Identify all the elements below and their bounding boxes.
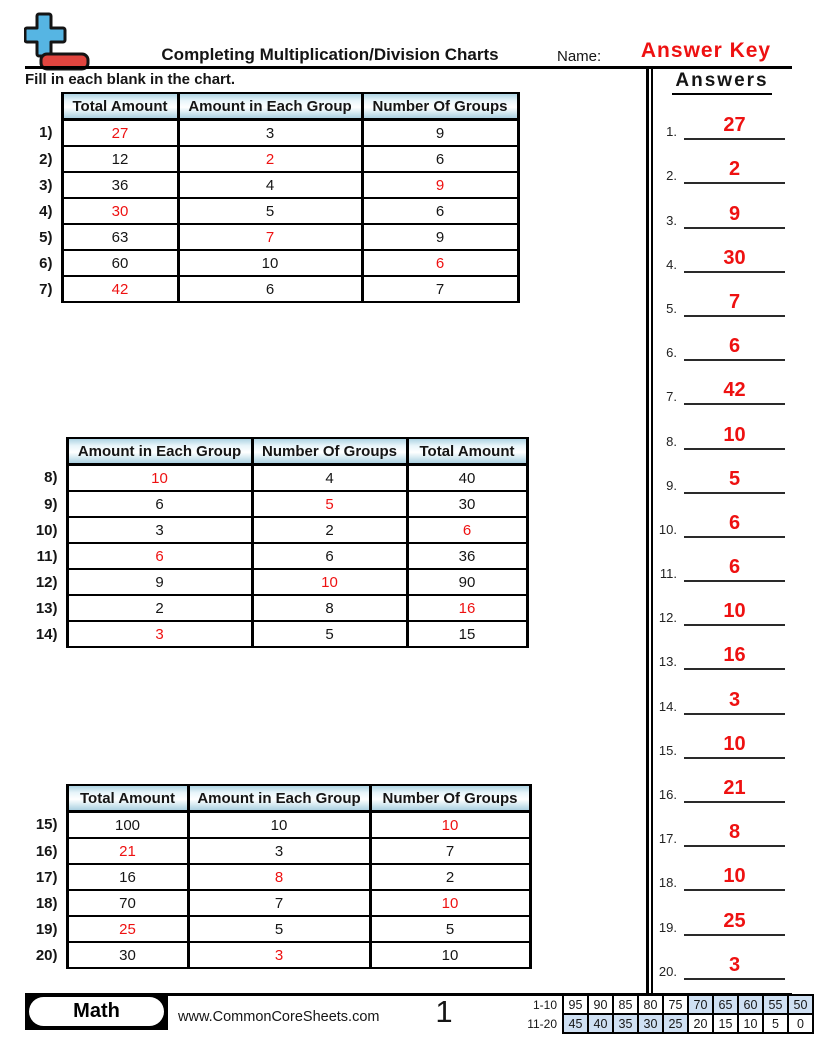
table-cell: 5 [370,916,530,942]
table-cell: 5 [188,916,370,942]
answer-value: 16 [684,645,785,670]
table-row [26,172,518,198]
grading-cell: 40 [588,1014,613,1033]
table-row [26,276,518,302]
answer-item [652,405,792,449]
table-cell: 36 [407,543,527,569]
table-row [31,595,527,621]
table-row [31,864,530,890]
table-cell: 70 [67,890,188,916]
table-row [26,198,518,224]
table-cell: 9 [67,569,252,595]
answer-value: 10 [684,866,785,891]
answer-item [652,670,792,714]
table-cell: 10 [370,942,530,968]
table-row [26,120,518,147]
table-cell: 5 [252,491,407,517]
table-cell: 4 [178,172,362,198]
table-row [31,569,527,595]
grading-cell: 70 [688,995,713,1014]
table-cell: 40 [407,465,527,492]
grading-row [523,995,813,1014]
answer-value: 21 [684,778,785,803]
answer-value: 10 [684,425,785,450]
chart-3 [31,784,532,969]
answer-value: 6 [684,513,785,538]
row-number: 1) [39,124,53,142]
table-cell: 6 [407,517,527,543]
table-cell: 21 [67,838,188,864]
table-cell: 3 [178,120,362,147]
answer-number: 4. [666,256,677,272]
table-cell: 8 [188,864,370,890]
column-header: Total Amount [407,438,527,465]
answer-item [652,361,792,405]
table-cell: 60 [62,250,178,276]
instructions-text: Fill in each blank in the chart. [25,71,236,88]
answer-value: 5 [684,469,785,494]
table-cell: 10 [252,569,407,595]
table-row [31,491,527,517]
answer-item [652,626,792,670]
website-url: www.CommonCoreSheets.com [178,1009,380,1025]
chart-1 [26,92,520,303]
grading-cell: 65 [713,995,738,1014]
plus-minus-icon [24,12,94,72]
table-cell: 16 [407,595,527,621]
row-number: 14) [35,625,58,643]
table-cell: 7 [362,276,518,302]
answer-number: 16. [658,787,677,802]
row-number: 10) [35,521,58,539]
table-cell: 100 [67,812,188,839]
answer-number: 3. [666,212,677,228]
table-cell: 10 [370,890,530,916]
grading-range-label: 1-10 [532,997,557,1012]
answer-value: 42 [684,380,785,405]
row-number: 9) [44,495,58,513]
answer-value: 6 [684,557,785,582]
answer-item [652,184,792,228]
chart-1-header-row [26,93,518,120]
table-cell: 3 [67,517,252,543]
answers-title: Answers [652,70,792,96]
table-cell: 7 [370,838,530,864]
page-title: Completing Multiplication/Division Charts [161,45,499,64]
answer-number: 18. [658,875,677,891]
answer-number: 7. [666,389,677,405]
column-header: Amount in Each Group [67,438,252,465]
column-header: Number Of Groups [362,93,518,120]
chart-2-header-row [31,438,527,465]
spacer-cell [26,93,62,120]
answer-number: 10. [658,521,677,537]
row-number: 7) [39,280,53,298]
table-cell: 16 [67,864,188,890]
answer-item [652,582,792,626]
grading-cell: 45 [563,1014,588,1033]
table-cell: 9 [362,172,518,198]
column-header: Total Amount [67,785,188,812]
answer-number: 12. [658,610,677,626]
answer-value: 2 [684,159,785,184]
table-cell: 36 [62,172,178,198]
answer-number: 8. [666,433,677,449]
spacer-cell [31,438,67,465]
answer-item [652,715,792,759]
grading-cell: 80 [638,995,663,1014]
row-number: 11) [36,547,58,565]
row-number: 8) [44,469,58,487]
table-cell: 9 [362,120,518,147]
grading-cell: 90 [588,995,613,1014]
column-header: Total Amount [62,93,178,120]
answer-item [652,936,792,980]
table-cell: 10 [370,812,530,839]
row-number: 6) [39,254,53,272]
grading-cell: 0 [788,1014,813,1033]
table-cell: 6 [362,250,518,276]
table-cell: 12 [62,146,178,172]
subject-label: Math [29,997,164,1026]
grading-cell: 60 [738,995,763,1014]
table-cell: 2 [252,517,407,543]
table-cell: 6 [362,198,518,224]
row-number: 18) [35,894,58,912]
table-row [31,621,527,647]
table-row [31,517,527,543]
answer-number: 9. [666,477,677,493]
grading-cell: 50 [788,995,813,1014]
table-cell: 8 [252,595,407,621]
grading-cell: 85 [613,995,638,1014]
table-cell: 25 [67,916,188,942]
table-cell: 27 [62,120,178,147]
column-header: Amount in Each Group [178,93,362,120]
answer-item [652,450,792,494]
table-row [26,250,518,276]
chart-table-2 [31,437,529,648]
row-number: 13) [35,599,58,617]
grading-cell: 30 [638,1014,663,1033]
grading-range-label: 11-20 [527,1016,557,1031]
table-cell: 6 [362,146,518,172]
row-number: 4) [39,202,53,220]
answer-number: 20. [658,963,677,979]
answer-number: 6. [666,345,677,361]
table-cell: 4 [252,465,407,492]
table-row [26,146,518,172]
answer-number: 1. [666,124,677,140]
table-row [31,465,527,492]
column-header: Number Of Groups [370,785,530,812]
answer-number: 13. [658,654,677,670]
table-cell: 6 [178,276,362,302]
table-cell: 9 [362,224,518,250]
table-cell: 3 [188,838,370,864]
page-number: 1 [435,994,453,1029]
table-cell: 6 [67,543,252,569]
table-cell: 7 [178,224,362,250]
answer-item [652,96,792,140]
table-cell: 30 [67,942,188,968]
row-number: 17) [35,868,58,886]
answer-item [652,317,792,361]
chart-3-header-row [31,785,530,812]
grading-cell: 95 [563,995,588,1014]
answer-value: 3 [684,690,785,715]
answer-item [652,847,792,891]
grading-cell: 55 [763,995,788,1014]
table-cell: 10 [178,250,362,276]
column-header: Number Of Groups [252,438,407,465]
grading-cell: 75 [663,995,688,1014]
table-row [31,890,530,916]
answer-item [652,273,792,317]
spacer-cell [31,785,67,812]
grading-cell: 15 [713,1014,738,1033]
grading-row [523,1014,813,1033]
row-number: 5) [39,228,53,246]
answer-value: 9 [684,204,785,229]
name-label: Name: [557,48,602,65]
table-cell: 63 [62,224,178,250]
row-number: 20) [35,946,58,964]
table-cell: 3 [67,621,252,647]
table-cell: 6 [252,543,407,569]
table-row [26,224,518,250]
row-number: 12) [35,573,58,591]
answer-number: 2. [666,168,677,184]
answer-value: 10 [684,734,785,759]
table-row [31,812,530,839]
grading-cell: 5 [763,1014,788,1033]
grading-cell: 20 [688,1014,713,1033]
row-number: 16) [35,842,58,860]
row-number: 2) [39,150,53,168]
grading-cell: 25 [663,1014,688,1033]
row-number: 15) [35,816,58,834]
answer-item [652,494,792,538]
answer-value: 25 [684,911,785,936]
table-cell: 15 [407,621,527,647]
table-cell: 10 [67,465,252,492]
answer-number: 15. [658,742,677,758]
table-cell: 42 [62,276,178,302]
column-header: Amount in Each Group [188,785,370,812]
answers-list [652,96,792,980]
table-cell: 6 [67,491,252,517]
answer-value: 10 [684,601,785,626]
grading-cell: 10 [738,1014,763,1033]
table-cell: 2 [178,146,362,172]
answer-value: 7 [684,292,785,317]
answer-item [652,229,792,273]
answer-item [652,803,792,847]
grading-cell: 35 [613,1014,638,1033]
answer-value: 30 [684,248,785,273]
grading-table [523,994,814,1034]
table-cell: 7 [188,890,370,916]
answer-number: 19. [658,919,677,935]
answer-item [652,891,792,935]
table-cell: 30 [407,491,527,517]
answer-value: 8 [684,822,785,847]
answer-number: 11. [659,566,677,582]
table-cell: 2 [370,864,530,890]
answer-item [652,140,792,184]
answer-item [652,759,792,803]
answer-number: 14. [658,698,677,714]
table-cell: 2 [67,595,252,621]
answer-value: 3 [684,955,785,980]
answer-value: 27 [684,115,785,140]
chart-table-3 [31,784,532,969]
table-cell: 90 [407,569,527,595]
table-cell: 3 [188,942,370,968]
chart-table-1 [26,92,520,303]
table-row [31,942,530,968]
chart-2 [31,437,529,648]
header-rule [25,66,792,69]
answer-value: 6 [684,336,785,361]
row-number: 3) [39,176,53,194]
table-row [31,838,530,864]
table-cell: 5 [252,621,407,647]
table-row [31,916,530,942]
subject-badge [25,993,168,1030]
answers-panel [652,70,792,980]
answer-key-label: Answer Key [640,39,772,62]
row-number: 19) [35,920,58,938]
table-row [31,543,527,569]
table-cell: 5 [178,198,362,224]
answer-item [652,538,792,582]
table-cell: 30 [62,198,178,224]
answer-number: 5. [666,300,677,316]
table-cell: 10 [188,812,370,839]
answer-number: 17. [658,831,677,847]
